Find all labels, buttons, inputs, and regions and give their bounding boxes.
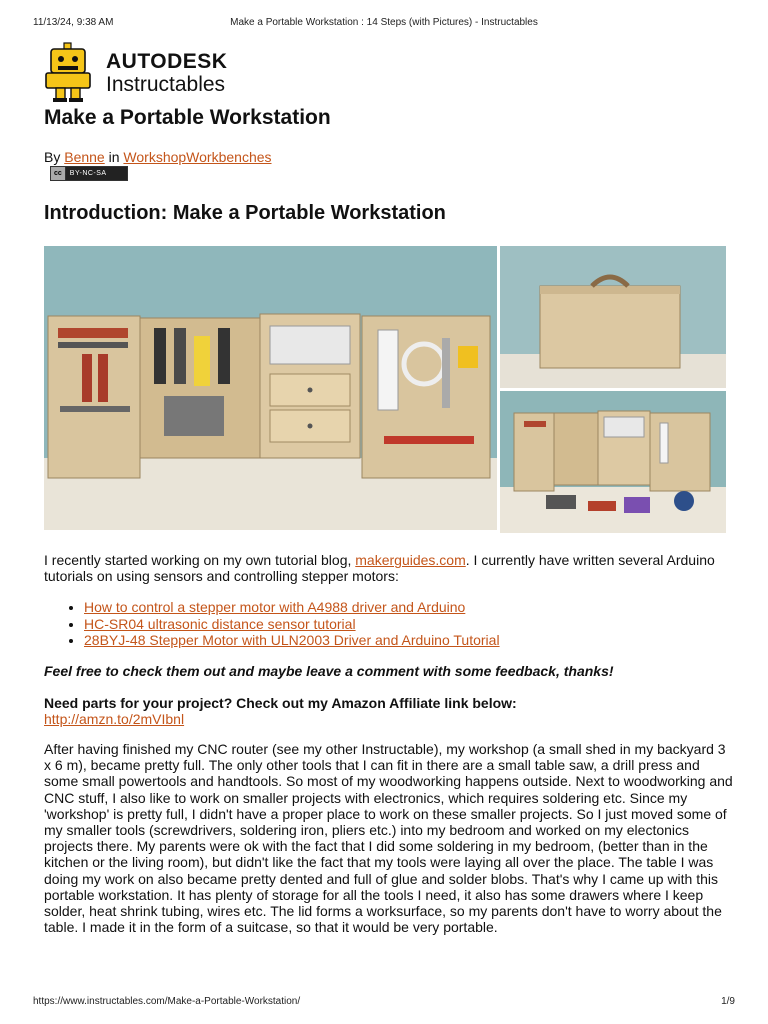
page-number: 1/9 (721, 996, 735, 1007)
makerguides-link[interactable]: makerguides.com (355, 552, 466, 568)
instructables-robot-icon (42, 42, 96, 104)
intro-text-start: I recently started working on my own tutorial blog, (44, 552, 356, 568)
brand-autodesk: AUTODESK (106, 50, 228, 73)
byline (44, 149, 272, 165)
photo-workstation-closed[interactable] (500, 246, 726, 388)
feedback-note: Feel free to check them out and maybe leave a comment with some feedback, thanks! (44, 663, 614, 679)
intro-heading: Introduction: Make a Portable Workstation (44, 202, 446, 224)
tutorial-link-hcsr04[interactable]: HC-SR04 ultrasonic distance sensor tutorial (84, 615, 356, 632)
photo-workstation-open[interactable] (44, 246, 497, 530)
story-paragraph: After having finished my CNC router (see my other Instructable), my workshop (a small shed in my backyard 3 x 6 m), became pretty full. The only other tools that I can fit in there are a small table saw, a drill press and some small powertools and handtools. So most of my woodworking happens outside. Next to woodworking and CNC stuff, I also like to work on smaller projects with electronics, which requires soldering etc. Since my 'workshop' is pretty full, I didn't have a proper place to work on these smaller projects. So I just moved some of my smaller tools (screwdrivers, soldering iron, pliers etc.) into my bedroom and worked on my electonics projects there. My parents were ok with the fact that I did some soldering in my bedroom, (better than in the kitchen or the living room), but didn't like the fact that my tools were laying all over the place. The table I was doing my work on also became pretty dented and full of glue and solder blobs. That's why I came up with this portable workstation. It has plenty of storage for all the tools I need, it also has some drawers where I keep solder, heat shrink tubing, wires etc. The lid forms a worksurface, so my parents don't have to worry about the table. I made it in the form of a suitcase, so that it would be very portable. (44, 741, 733, 936)
byline-prefix: By (44, 149, 61, 165)
category-link[interactable]: WorkshopWorkbenches (123, 149, 272, 165)
list-item (84, 616, 500, 633)
list-item (84, 632, 500, 649)
cc-icon: cc (51, 167, 66, 180)
tutorial-link-28byj48[interactable]: 28BYJ-48 Stepper Motor with ULN2003 Driver and Arduino Tutorial (84, 632, 500, 648)
page-title: Make a Portable Workstation (44, 106, 331, 129)
tutorial-link-list (62, 599, 500, 649)
author-link[interactable]: Benne (64, 149, 105, 165)
photo-workstation-in-use[interactable] (500, 391, 726, 533)
print-datetime: 11/13/24, 9:38 AM (33, 17, 114, 28)
site-logo[interactable] (42, 42, 262, 104)
tutorial-link-a4988[interactable]: How to control a stepper motor with A4988 driver and Arduino (84, 599, 466, 615)
brand-instructables: Instructables (106, 73, 226, 96)
license-badge[interactable] (50, 166, 128, 181)
affiliate-paragraph (44, 711, 734, 727)
print-page-title: Make a Portable Workstation : 14 Steps (with Pictures) - Instructables (230, 17, 538, 28)
list-item (84, 599, 500, 616)
byline-in: in (108, 149, 120, 165)
license-label: BY-NC-SA (66, 167, 127, 180)
parts-heading: Need parts for your project? Check out my Amazon Affiliate link below: (44, 695, 517, 711)
intro-text-end: . I currently have written several Arduino tutorials on using sensors and controlling stepper motors: (44, 552, 715, 585)
print-url: https://www.instructables.com/Make-a-Portable-Workstation/ (33, 996, 301, 1007)
intro-paragraph (44, 552, 734, 584)
affiliate-link[interactable]: http://amzn.to/2mVIbnl (44, 711, 185, 727)
